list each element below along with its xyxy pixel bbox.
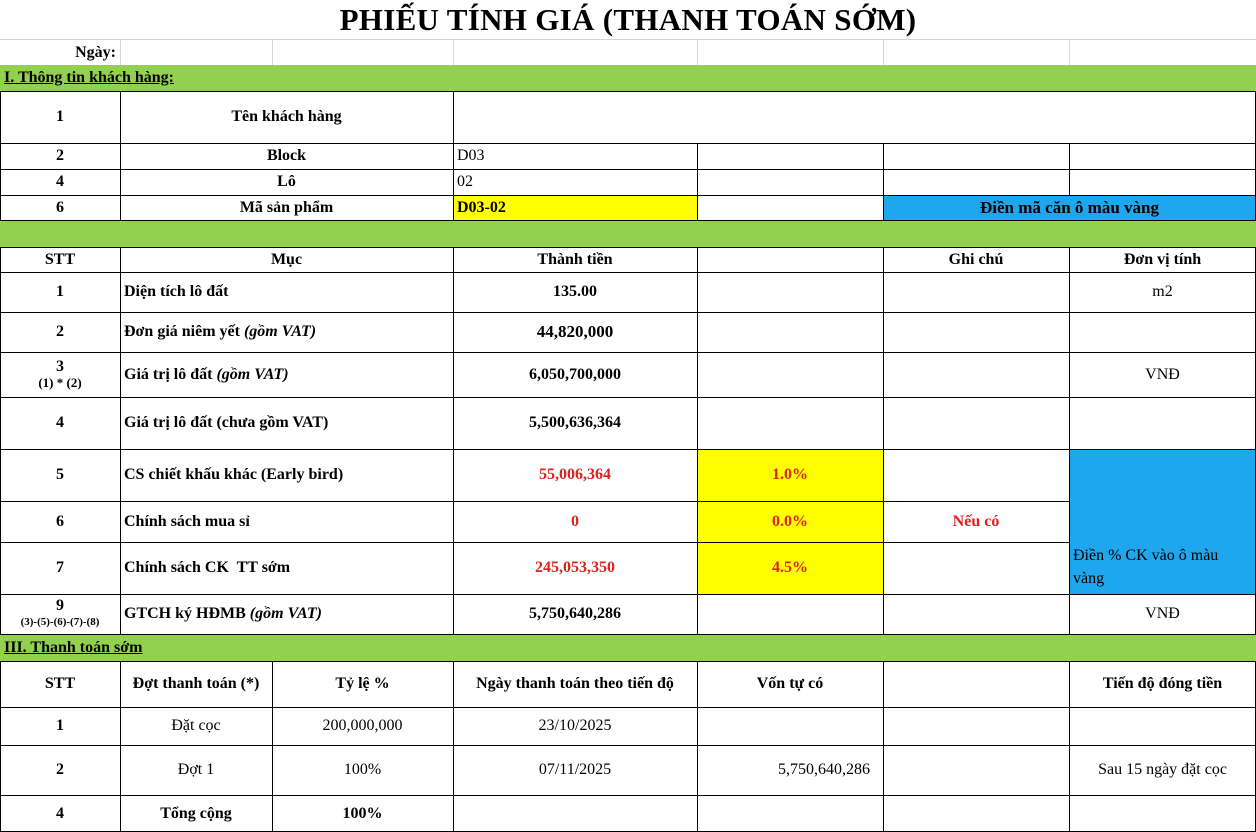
pricing-row-no [0,352,120,397]
payment-total-ty-le: 100% [342,804,383,822]
wholesale-note: Nếu có [952,512,1000,530]
payment-row-tien-do: Sau 15 ngày đặt cọc [1098,761,1227,778]
block-value[interactable]: D03 [457,147,485,164]
pricing-row-no: 2 [56,323,64,340]
lot-value[interactable]: 02 [457,173,473,190]
label-italic: (gồm VAT) [216,365,289,383]
section-separator [0,220,1256,247]
row-formula: (1) * (2) [38,374,82,390]
pricing-row-label: CS chiết khấu khác (Early bird) [124,466,344,483]
percent-note: Điền % CK vào ô màu vàng [1073,547,1219,587]
listed-unit-price-value: 44,820,000 [536,322,614,341]
payment-row-dot: Đặt cọc [171,717,221,734]
label-text: Đơn giá niêm yết [124,323,244,340]
contract-value-unit: VNĐ [1145,605,1180,622]
row-formula: (3)-(5)-(6)-(7)-(8) [20,616,100,628]
wholesale-percent[interactable]: 0.0% [697,501,883,542]
payment-row-dot: Đợt 1 [177,761,215,778]
payment-row-ty-le: 100% [343,761,382,778]
header-stt: STT [44,250,76,268]
pricing-row-no: 5 [56,466,64,483]
pricing-row-label [120,312,453,352]
info-row-no: 1 [56,108,64,125]
early-payment-percent[interactable]: 4.5% [697,542,883,594]
sec3-header-tien-do: Tiến độ đóng tiền [1102,675,1223,692]
section-customer-info-heading: I. Thông tin khách hàng: [0,65,1256,91]
sec3-header-ngay: Ngày thanh toán theo tiến độ [476,675,674,692]
info-row-no: 4 [56,173,64,190]
product-code-note: Điền mã căn ô màu vàng [883,195,1256,220]
payment-total-label: Tổng cộng [160,804,232,822]
header-muc: Mục [270,250,303,268]
payment-row-ngay: 23/10/2025 [538,717,612,734]
payment-row-no: 1 [56,717,64,734]
header-ghi-chu: Ghi chú [948,250,1004,268]
early-bird-percent[interactable]: 1.0% [697,449,883,501]
pricing-row-label: Diện tích lô đất [124,283,229,300]
contract-value: 5,750,640,286 [529,605,621,622]
customer-name-field[interactable] [453,91,1256,143]
header-don-vi: Đơn vị tính [1123,250,1202,268]
wholesale-discount-value: 0 [571,512,579,530]
land-value-incl-vat: 6,050,700,000 [529,365,621,383]
pricing-row-no: 4 [56,414,64,431]
date-label: Ngày: [75,43,116,61]
land-area-value: 135.00 [553,283,597,300]
pricing-row-no: 1 [56,283,64,300]
payment-row-no: 2 [56,761,64,778]
info-row-label: Lô [277,173,296,190]
pricing-row-no: 7 [56,559,64,576]
sec3-header-ty-le: Tỷ lệ % [335,675,390,692]
label-text: Giá trị lô đất [124,365,217,383]
page-title: PHIẾU TÍNH GIÁ (THANH TOÁN SỚM) [339,2,917,37]
land-area-unit: m2 [1152,283,1173,300]
sec3-header-stt: STT [44,675,76,692]
label-italic: (gồm VAT) [243,323,317,340]
payment-row-ngay: 07/11/2025 [538,761,612,778]
row-number: 3 [56,357,64,375]
payment-row-no: 4 [56,804,64,822]
section-early-payment-heading: III. Thanh toán sớm [0,634,1256,661]
pricing-row-label [120,352,453,397]
header-thanh-tien: Thành tiền [537,250,613,268]
early-bird-discount-value: 55,006,364 [539,466,611,483]
land-value-unit: VNĐ [1145,365,1180,383]
label-text: GTCH ký HĐMB [124,605,250,622]
info-row-label: Tên khách hàng [231,108,342,125]
sec3-header-dot: Đợt thanh toán (*) [132,675,260,692]
info-row-label: Block [266,147,307,164]
row-number: 9 [56,597,64,614]
info-row-no: 2 [56,147,64,164]
label-italic: (gồm VAT) [249,605,322,622]
pricing-row-label: Chính sách CK TT sớm [124,559,291,576]
sec3-header-von: Vốn tự có [756,675,824,692]
info-row-label: Mã sản phẩm [239,198,334,216]
pricing-row-no: 6 [56,512,64,530]
land-value-excl-vat: 5,500,636,364 [529,414,621,431]
pricing-row-label [120,594,453,634]
info-row-no: 6 [56,198,64,216]
product-code-value[interactable]: D03-02 [453,195,697,220]
pricing-row-label: Giá trị lô đất (chưa gồm VAT) [124,414,329,431]
payment-row-von: 5,750,640,286 [778,761,870,778]
pricing-row-no [0,594,120,634]
pricing-row-label: Chính sách mua sỉ [124,512,250,530]
payment-row-ty-le: 200,000,000 [322,717,403,734]
early-payment-discount-value: 245,053,350 [535,559,615,576]
